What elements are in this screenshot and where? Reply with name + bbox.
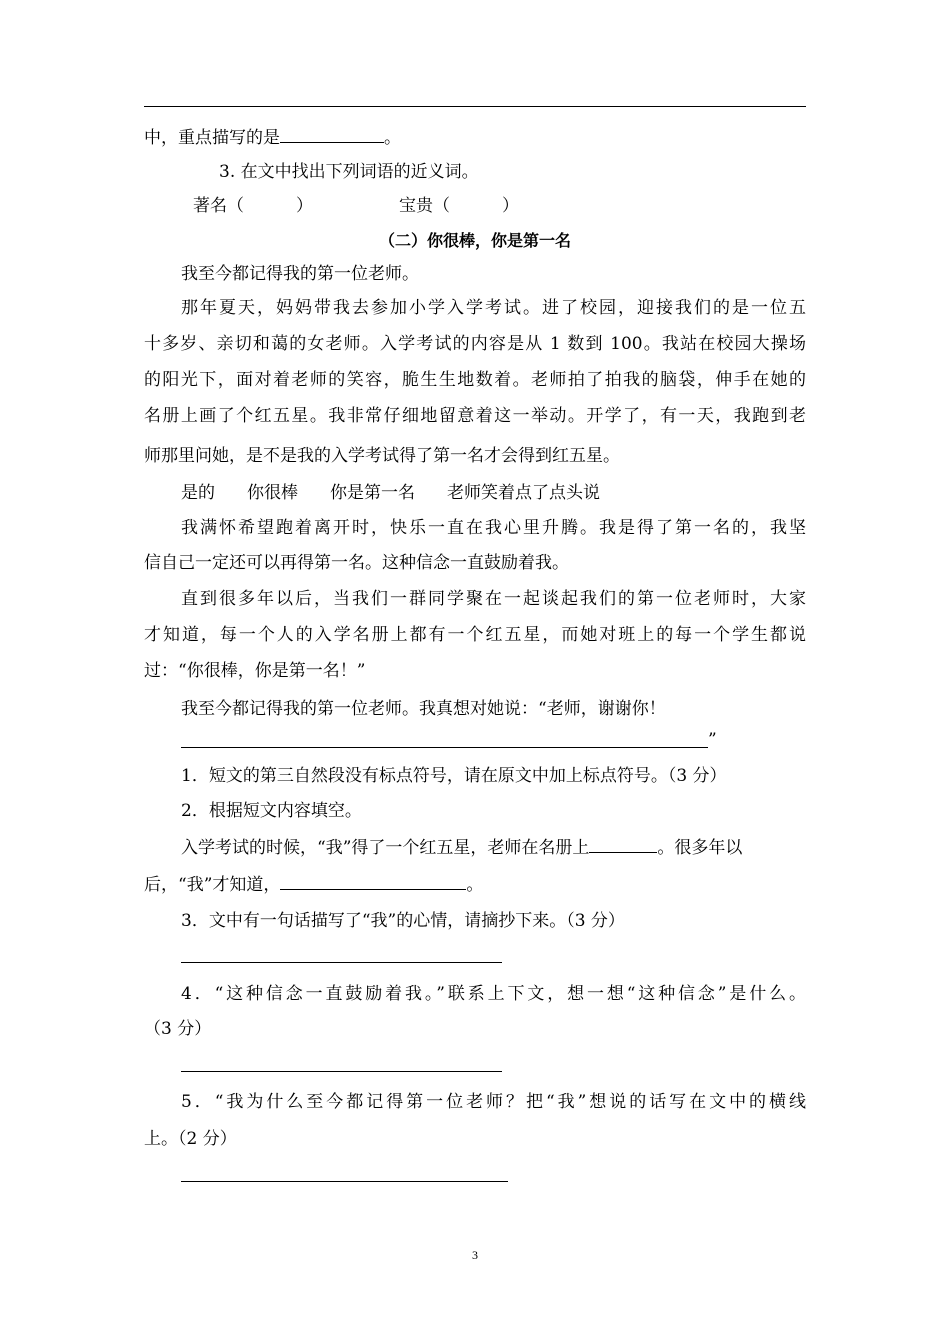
q2-blank-2[interactable] [280, 888, 466, 890]
question-2: 2．根据短文内容填空。 [181, 801, 362, 821]
q3-answer-line[interactable] [181, 962, 502, 963]
page-number: 3 [472, 1248, 478, 1262]
passage-p5-line1: 直到很多年以后，当我们一群同学聚在一起谈起我们的第一位老师时，大家 [181, 589, 806, 609]
q2-text-a: 入学考试的时候，“我”得了一个红五星，老师在名册上 [181, 838, 590, 858]
answer-blank[interactable] [280, 141, 384, 143]
prev-line-text: 中，重点描写的是 [144, 128, 280, 148]
passage-p5-line2: 才知道，每一个人的入学名册上都有一个红五星，而她对班上的每一个学生都说 [144, 625, 806, 645]
passage-p5-line3: 过：“你很棒，你是第一名！” [144, 661, 366, 681]
q2-blank-1[interactable] [589, 851, 657, 853]
q2-text-d: 。 [466, 875, 484, 895]
passage-p2-line4: 名册上画了个红五星。我非常仔细地留意着这一举动。开学了，有一天，我跑到老 [144, 406, 806, 426]
p3-phrase-d: 老师笑着点了点头说 [447, 483, 600, 503]
header-rule [144, 106, 806, 107]
passage-p2-line1: 那年夏天，妈妈带我去参加小学入学考试。进了校园，迎接我们的是一位五 [181, 298, 806, 318]
passage-p2-line3: 的阳光下，面对着老师的笑容，脆生生地数着。老师拍了拍我的脑袋，伸手在她的 [144, 370, 806, 390]
question-5-line1: 5．“我为什么至今都记得第一位老师？把“我”想说的话写在文中的横线 [181, 1092, 806, 1112]
question-2-fill-line1 [181, 838, 806, 858]
question-1: 1．短文的第三自然段没有标点符号，请在原文中加上标点符号。（3 分） [181, 766, 727, 786]
p3-phrase-b: 你很棒 [247, 483, 298, 503]
passage-p2-line2: 十多岁、亲切和蔼的女老师。入学考试的内容是从 1 数到 100。我站在校园大操场 [144, 334, 806, 354]
closing-quote: ” [708, 730, 717, 750]
synonym-a-label: 著名（ [193, 196, 244, 216]
question-4-line2: （3 分） [144, 1019, 212, 1039]
question-5-line2: 上。（2 分） [144, 1129, 237, 1149]
q5-answer-line[interactable] [181, 1181, 508, 1182]
p3-phrase-c: 你是第一名 [330, 483, 415, 503]
prev-question-line [144, 128, 806, 148]
q2-text-b: 。很多年以 [657, 838, 743, 858]
prev-line-end: 。 [384, 128, 401, 148]
question-2-fill-line2 [144, 875, 806, 895]
question-3: 3．文中有一句话描写了“我”的心情，请摘抄下来。（3 分） [181, 911, 625, 931]
passage-p3 [181, 483, 806, 503]
synonym-b-label: 宝贵（ [399, 196, 450, 216]
synonym-b-close: ） [502, 196, 519, 216]
prev-q3: 3. 在文中找出下列词语的近义词。 [219, 162, 479, 182]
thanks-answer-line[interactable] [181, 747, 708, 748]
q4-answer-line[interactable] [181, 1071, 502, 1072]
p3-phrase-a: 是的 [181, 483, 215, 503]
passage-p1: 我至今都记得我的第一位老师。 [181, 264, 419, 284]
passage-p6: 我至今都记得我的第一位老师。我真想对她说：“老师，谢谢你！ [181, 699, 666, 719]
synonym-line [193, 196, 855, 216]
passage-p4-line1: 我满怀希望跑着离开时，快乐一直在我心里升腾。我是得了第一名的，我坚 [181, 518, 806, 538]
passage-p4-line2: 信自己一定还可以再得第一名。这种信念一直鼓励着我。 [144, 553, 569, 573]
q2-text-c: 后，“我”才知道， [144, 875, 281, 895]
passage-p2-line5: 师那里问她，是不是我的入学考试得了第一名才会得到红五星。 [144, 446, 620, 466]
section-title: （二）你很棒，你是第一名 [378, 231, 571, 250]
synonym-a-close: ） [296, 196, 313, 216]
question-4-line1: 4．“这种信念一直鼓励着我。”联系上下文，想一想“这种信念”是什么。 [181, 984, 806, 1004]
